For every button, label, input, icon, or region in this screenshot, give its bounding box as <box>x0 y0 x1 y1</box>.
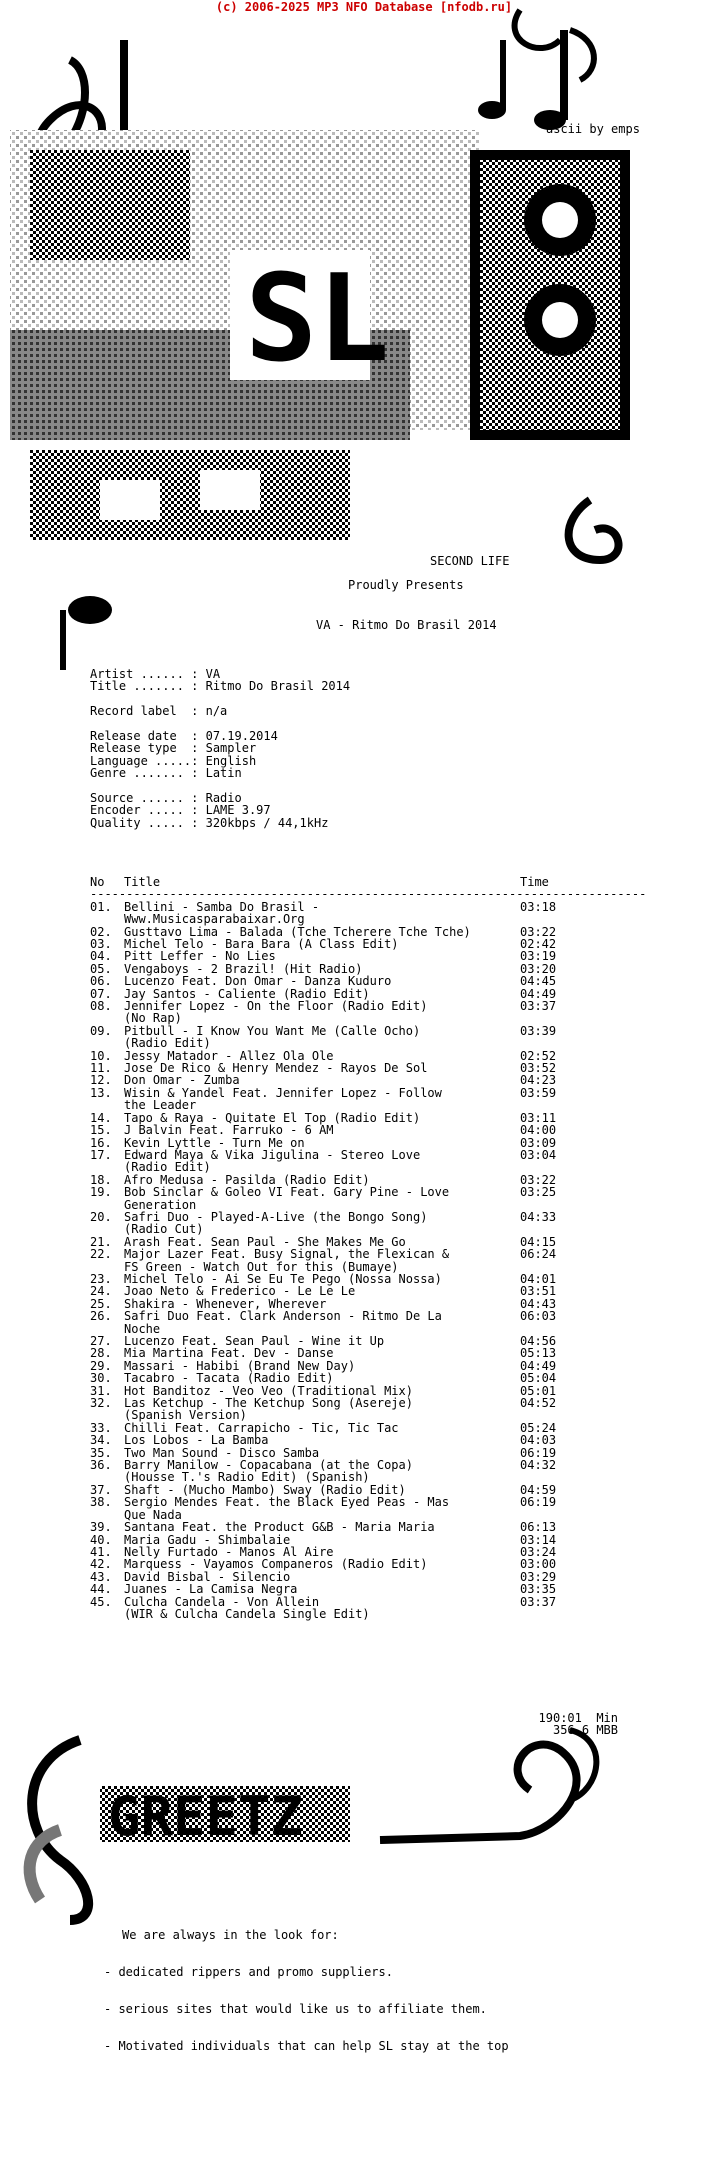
encoder-row: Encoder ..... : LAME 3.97 <box>90 803 271 818</box>
track-time: 03:37 <box>520 999 557 1014</box>
track-time: 03:51 <box>520 1284 557 1299</box>
track-number: 28. <box>90 1346 112 1361</box>
genre-row: Genre ....... : Latin <box>90 766 242 781</box>
track-number: 40. <box>90 1532 112 1547</box>
track-row <box>90 901 570 926</box>
track-time: 03:19 <box>520 949 557 964</box>
track-title: Los Lobos - La Bamba <box>124 1433 269 1448</box>
greetz-art <box>0 1720 728 1920</box>
track-title: Tacabro - Tacata (Radio Edit) <box>124 1371 334 1386</box>
track-title: Massari - Habibi (Brand New Day) <box>124 1358 356 1373</box>
track-number: 19. <box>90 1185 112 1200</box>
time-header: Time <box>520 875 549 889</box>
track-time: 02:52 <box>520 1048 557 1063</box>
track-title: Juanes - La Camisa Negra <box>124 1582 298 1597</box>
track-title: Wisin & Yandel Feat. Jennifer Lopez - Follow the Leader <box>124 1085 442 1113</box>
track-title: Michel Telo - Bara Bara (A Class Edit) <box>124 937 399 951</box>
track-title: Vengaboys - 2 Brazil! (Hit Radio) <box>124 961 363 976</box>
track-time: 03:24 <box>520 1544 557 1559</box>
track-time: 03:52 <box>520 1061 557 1076</box>
quality-row: Quality ..... : 320kbps / 44,1kHz <box>90 815 329 830</box>
track-number: 25. <box>90 1296 112 1311</box>
track-number: 10. <box>90 1048 112 1063</box>
small-note-icon <box>60 596 112 670</box>
track-number: 14. <box>90 1110 112 1125</box>
track-title: Edward Maya & Vika Jigulina - Stereo Love (Radio Edit) <box>124 1147 421 1175</box>
sl-logo <box>230 250 390 389</box>
track-number: 26. <box>90 1309 112 1324</box>
track-time: 06:19 <box>520 1445 557 1460</box>
track-row <box>90 1025 570 1050</box>
track-title: Two Man Sound - Disco Samba <box>124 1445 320 1460</box>
total-time: 190:01 Min <box>538 1711 618 1725</box>
recruit-intro: We are always in the look for: <box>122 1927 339 1942</box>
track-number: 20. <box>90 1209 112 1224</box>
track-title: David Bisbal - Silencio <box>124 1569 291 1584</box>
track-number: 33. <box>90 1420 112 1435</box>
track-time: 04:43 <box>520 1296 557 1311</box>
track-number: 24. <box>90 1284 112 1299</box>
track-title: Safri Duo - Played-A-Live (the Bongo Song) (Radio Cut) <box>124 1209 428 1237</box>
track-time: 03:39 <box>520 1023 557 1038</box>
track-title: Safri Duo Feat. Clark Anderson - Ritmo De La Noche <box>124 1309 442 1336</box>
track-number: 31. <box>90 1383 112 1398</box>
track-time: 02:42 <box>520 937 557 951</box>
track-time: 06:19 <box>520 1495 557 1510</box>
track-number: 37. <box>90 1482 112 1497</box>
track-number: 38. <box>90 1495 112 1510</box>
track-number: 08. <box>90 999 112 1014</box>
track-row <box>90 1211 570 1236</box>
title-row: Title ....... : Ritmo Do Brasil 2014 <box>90 679 351 694</box>
track-time: 03:29 <box>520 1569 557 1584</box>
track-number: 18. <box>90 1172 112 1187</box>
track-title: Tapo & Raya - Quitate El Top (Radio Edit) <box>124 1110 421 1125</box>
track-title: Mia Martina Feat. Dev - Danse <box>124 1346 334 1361</box>
track-number: 35. <box>90 1445 112 1460</box>
track-title: Culcha Candela - Von Allein (WIR & Culcha Candela Single Edit) <box>124 1594 370 1621</box>
track-time: 05:04 <box>520 1371 557 1386</box>
track-number: 36. <box>90 1458 112 1473</box>
track-time: 04:49 <box>520 986 557 1001</box>
track-time: 05:01 <box>520 1383 557 1398</box>
track-title: Arash Feat. Sean Paul - She Makes Me Go <box>124 1234 406 1249</box>
track-number: 04. <box>90 949 112 964</box>
track-title: Maria Gadu - Shimbalaie <box>124 1532 291 1547</box>
track-time: 04:52 <box>520 1396 557 1411</box>
track-title: Chilli Feat. Carrapicho - Tic, Tic Tac <box>124 1420 399 1435</box>
recruit-item: - dedicated rippers and promo suppliers. <box>104 1965 393 1980</box>
track-row <box>90 1434 570 1446</box>
track-row <box>90 1347 570 1359</box>
track-row <box>90 1087 570 1112</box>
track-row <box>90 1459 570 1484</box>
track-title: Marquess - Vayamos Companeros (Radio Edit) <box>124 1557 428 1572</box>
track-number: 30. <box>90 1371 112 1386</box>
track-rows <box>90 901 570 1621</box>
track-time: 05:13 <box>520 1346 557 1361</box>
track-time: 03:22 <box>520 924 557 939</box>
track-time: 03:00 <box>520 1557 557 1572</box>
swirl-decoration <box>569 500 619 560</box>
track-title: Joao Neto & Frederico - Le Le Le <box>124 1284 356 1299</box>
track-number: 06. <box>90 974 112 989</box>
track-title: Nelly Furtado - Manos Al Aire <box>124 1544 334 1559</box>
track-number: 12. <box>90 1073 112 1088</box>
track-number: 34. <box>90 1433 112 1448</box>
track-row <box>90 1149 570 1174</box>
track-time: 04:03 <box>520 1433 557 1448</box>
recruit-item: - Motivated individuals that can help SL stay at the top <box>104 2039 509 2054</box>
track-number: 16. <box>90 1135 112 1150</box>
ascii-art-header <box>0 0 728 640</box>
track-title: Michel Telo - Ai Se Eu Te Pego (Nossa Nossa) <box>124 1271 442 1286</box>
track-row <box>90 1397 570 1422</box>
track-title: Gusttavo Lima - Balada (Tche Tcherere Tche Tche) <box>124 924 471 939</box>
track-row <box>90 1372 570 1384</box>
track-number: 43. <box>90 1569 112 1584</box>
track-time: 03:25 <box>520 1185 557 1200</box>
track-number: 11. <box>90 1061 112 1076</box>
track-number: 03. <box>90 937 112 951</box>
recruit-item: - serious sites that would like us to affiliate them. <box>104 2002 487 2017</box>
svg-text:SL: SL <box>245 250 390 389</box>
track-time: 06:13 <box>520 1520 557 1535</box>
track-title: Barry Manilow - Copacabana (at the Copa) (Housse T.'s Radio Edit) (Spanish) <box>124 1458 413 1485</box>
group-name: SECOND LIFE <box>430 554 510 568</box>
track-time: 06:03 <box>520 1309 557 1324</box>
track-time: 03:14 <box>520 1532 557 1547</box>
track-title: Shaft - (Mucho Mambo) Sway (Radio Edit) <box>124 1482 406 1497</box>
greetz-swirl-right <box>380 1745 577 1840</box>
track-row <box>90 975 570 987</box>
track-number: 05. <box>90 961 112 976</box>
recruitment <box>104 1904 509 2065</box>
track-row <box>90 1124 570 1136</box>
track-number: 07. <box>90 986 112 1001</box>
track-row <box>90 1248 570 1273</box>
track-number: 29. <box>90 1358 112 1373</box>
track-number: 32. <box>90 1396 112 1411</box>
track-title: Afro Medusa - Pasilda (Radio Edit) <box>124 1172 370 1187</box>
track-row <box>90 1310 570 1335</box>
track-title: Lucenzo Feat. Sean Paul - Wine it Up <box>124 1334 385 1348</box>
track-row <box>90 950 570 962</box>
track-row <box>90 1000 570 1025</box>
track-time: 04:59 <box>520 1482 557 1497</box>
track-number: 41. <box>90 1544 112 1559</box>
track-title: Jennifer Lopez - On the Floor (Radio Edit) (No Rap) <box>124 999 428 1026</box>
track-title: J Balvin Feat. Farruko - 6 AM <box>124 1123 334 1138</box>
track-time: 05:24 <box>520 1420 557 1435</box>
title-header: Title <box>124 875 161 889</box>
label-row: Record label : n/a <box>90 704 228 719</box>
track-title: Jose De Rico & Henry Mendez - Rayos De Sol <box>124 1061 428 1076</box>
track-row <box>90 1521 570 1533</box>
track-number: 23. <box>90 1271 112 1286</box>
track-time: 03:22 <box>520 1172 557 1187</box>
track-time: 03:20 <box>520 961 557 976</box>
track-time: 03:35 <box>520 1582 557 1597</box>
track-number: 22. <box>90 1247 112 1262</box>
greetz-word: GREETZ <box>108 1785 304 1848</box>
track-time: 04:01 <box>520 1271 557 1286</box>
track-time: 03:04 <box>520 1147 557 1162</box>
track-time: 03:37 <box>520 1594 557 1609</box>
ascii-credit: ascii by emps <box>546 122 640 136</box>
track-time: 04:33 <box>520 1209 557 1224</box>
release-name: VA - Ritmo Do Brasil 2014 <box>316 618 497 632</box>
track-time: 03:09 <box>520 1135 557 1150</box>
track-time: 04:32 <box>520 1458 557 1473</box>
track-row <box>90 1558 570 1570</box>
track-number: 44. <box>90 1582 112 1597</box>
track-time: 03:18 <box>520 899 557 914</box>
track-number: 45. <box>90 1594 112 1609</box>
track-title: Las Ketchup - The Ketchup Song (Asereje) (Spanish Version) <box>124 1396 413 1423</box>
track-number: 02. <box>90 924 112 939</box>
track-row <box>90 1583 570 1595</box>
track-title: Lucenzo Feat. Don Omar - Danza Kuduro <box>124 974 392 989</box>
track-title: Jessy Matador - Allez Ola Ole <box>124 1048 334 1063</box>
source-row: Source ...... : Radio <box>90 790 242 805</box>
release-info <box>90 668 350 829</box>
track-title: Hot Banditoz - Veo Veo (Traditional Mix) <box>124 1383 413 1398</box>
track-number: 42. <box>90 1557 112 1572</box>
track-number: 15. <box>90 1123 112 1138</box>
track-title: Pitt Leffer - No Lies <box>124 949 276 964</box>
language-row: Language .....: English <box>90 753 257 768</box>
track-row <box>90 1186 570 1211</box>
presents-line: Proudly Presents <box>348 578 464 592</box>
track-number: 13. <box>90 1085 112 1100</box>
artist-row: Artist ...... : VA <box>90 667 221 681</box>
track-number: 01. <box>90 899 112 914</box>
track-time: 04:23 <box>520 1073 557 1088</box>
track-title: Bellini - Samba Do Brasil - Www.Musicasparabaixar.Org <box>124 899 320 927</box>
release-date-row: Release date : 07.19.2014 <box>90 728 278 743</box>
track-title: Major Lazer Feat. Busy Signal, the Flexican & FS Green - Watch Out for this (Bumaye) <box>124 1247 450 1274</box>
track-time: 04:15 <box>520 1234 557 1249</box>
track-title: Santana Feat. the Product G&B - Maria Maria <box>124 1520 435 1535</box>
track-title: Kevin Lyttle - Turn Me on <box>124 1135 305 1150</box>
track-time: 04:45 <box>520 974 557 989</box>
track-number: 27. <box>90 1334 112 1348</box>
track-title: Sergio Mendes Feat. the Black Eyed Peas - Mas Que Nada <box>124 1495 450 1522</box>
track-time: 04:49 <box>520 1358 557 1373</box>
tracklist-rule: ----------------------------------------------------------------------------- <box>90 887 647 902</box>
total-size: 356,6 MBB <box>552 1723 618 1738</box>
track-title: Bob Sinclar & Goleo VI Feat. Gary Pine - Love Generation <box>124 1185 450 1212</box>
track-title: Jay Santos - Caliente (Radio Edit) <box>124 986 370 1001</box>
banner-text: (c) 2006-2025 MP3 NFO Database [nfodb.ru] <box>213 0 515 14</box>
track-time: 03:59 <box>520 1085 557 1100</box>
track-number: 09. <box>90 1023 112 1038</box>
release-type-row: Release type : Sampler <box>90 741 257 756</box>
track-time: 03:11 <box>520 1110 557 1125</box>
tracklist <box>90 875 647 1621</box>
no-header: No <box>90 875 105 889</box>
track-row <box>90 1074 570 1086</box>
track-row <box>90 1596 570 1621</box>
track-row <box>90 1285 570 1297</box>
track-title: Shakira - Whenever, Wherever <box>124 1296 327 1311</box>
track-row <box>90 1496 570 1521</box>
track-title: Pitbull - I Know You Want Me (Calle Ocho) (Radio Edit) <box>124 1023 421 1051</box>
track-time: 04:00 <box>520 1123 557 1138</box>
track-number: 21. <box>90 1234 112 1249</box>
track-time: 04:56 <box>520 1334 557 1348</box>
track-time: 06:24 <box>520 1247 557 1262</box>
track-title: Don Omar - Zumba <box>124 1073 240 1088</box>
track-number: 39. <box>90 1520 112 1535</box>
track-number: 17. <box>90 1147 112 1162</box>
speaker-icon <box>470 150 630 440</box>
